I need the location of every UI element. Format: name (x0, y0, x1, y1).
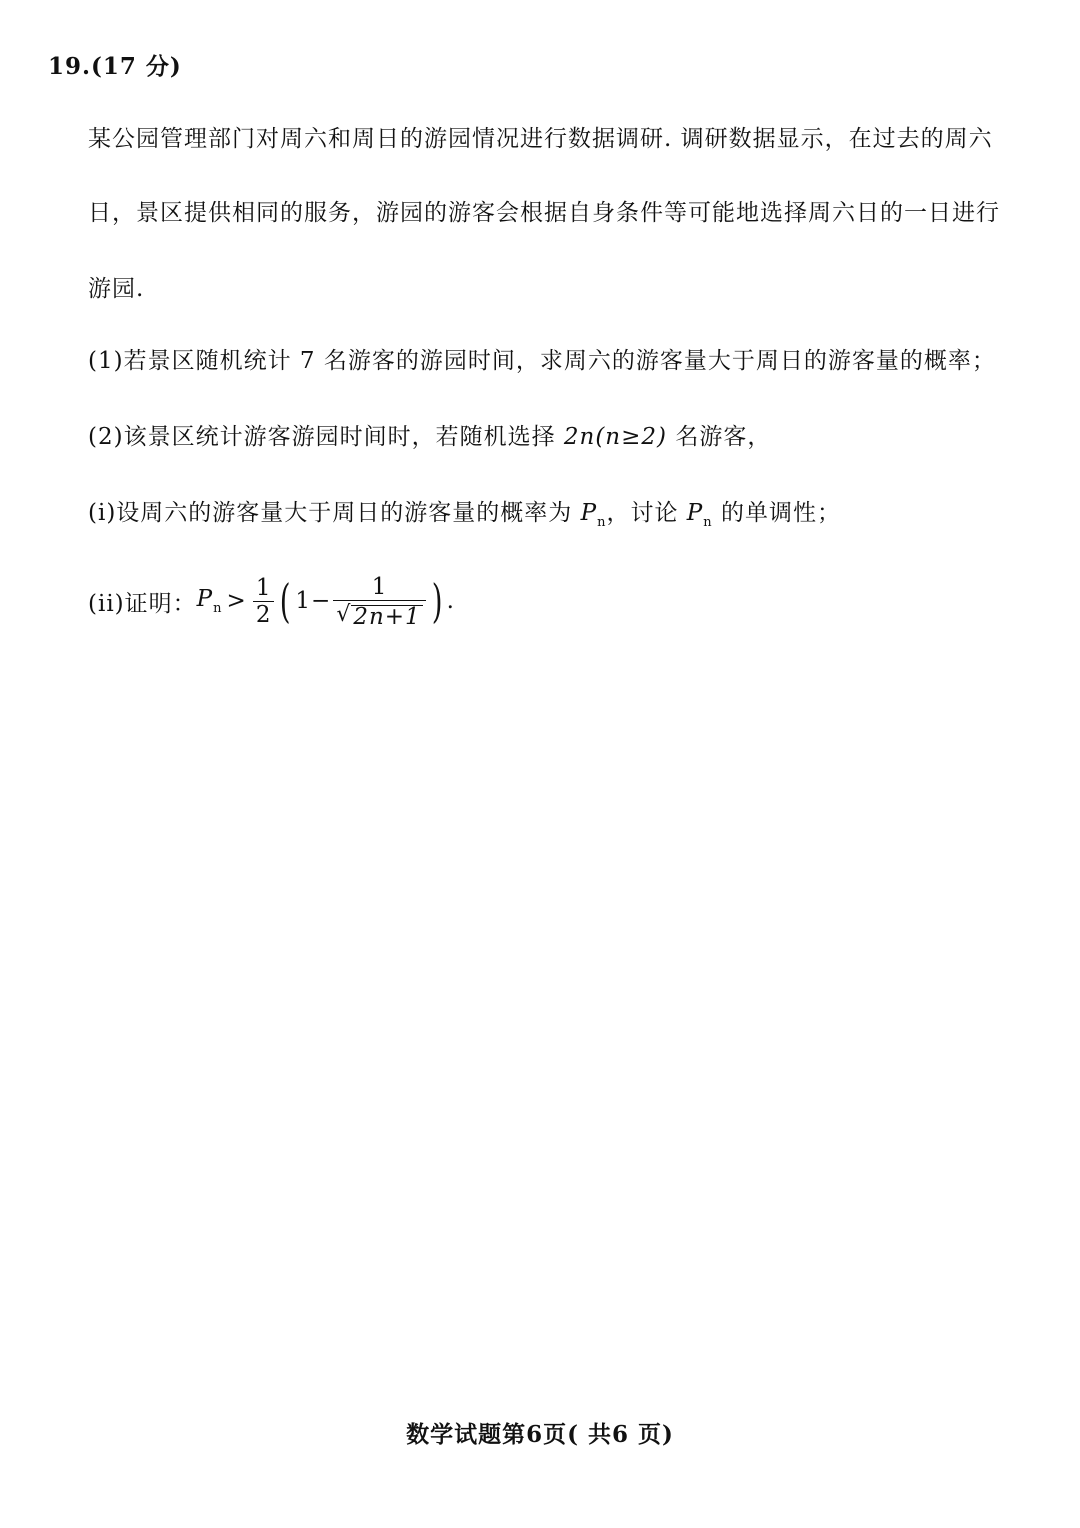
part-2-math: 2n(n≥2) (563, 424, 668, 450)
half-numerator: 1 (255, 574, 272, 601)
inequality-sign: > (226, 588, 247, 614)
part-2-i (88, 494, 841, 530)
square-root (336, 602, 422, 628)
inner-denominator (333, 600, 425, 628)
part-2 (88, 418, 771, 451)
radical-icon: √ (336, 602, 352, 627)
half-fraction (253, 575, 275, 628)
part-2-i-mid: ，讨论 (606, 500, 687, 526)
part-2-ii-prefix: (ii)证明： (88, 590, 197, 617)
p-n-symbol-2: $P_n$ (686, 500, 713, 530)
question-header (48, 48, 182, 81)
part-2-i-prefix: (i)设周六的游客量大于周日的游客量的概率为 (88, 500, 581, 526)
intro-line-1: 某公园管理部门对周六和周日的游园情况进行数据调研. 调研数据显示，在过去的周六 (88, 126, 993, 152)
right-paren: ) (431, 574, 443, 628)
inner-fraction (333, 574, 425, 628)
part-2-suffix: 名游客， (667, 424, 772, 450)
question-score: (17 分) (91, 53, 182, 80)
radicand: 2n+1 (353, 604, 421, 630)
left-paren: ( (280, 574, 292, 628)
p-n-symbol-3: $P_n$ (196, 586, 223, 616)
half-denominator: 2 (253, 601, 275, 628)
part-2-prefix: (2)该景区统计游客游园时间时，若随机选择 (88, 424, 564, 450)
part-2-ii (88, 566, 455, 636)
intro-line-2: 日，景区提供相同的服务，游园的游客会根据自身条件等可能地选择周六日的一日进行 (88, 200, 1000, 226)
page-footer: 数学试题第6页( 共6 页) (406, 1421, 674, 1448)
part-1: (1)若景区随机统计 7 名游客的游园时间，求周六的游客量大于周日的游客量的概率； (88, 348, 996, 374)
part-2-i-suffix: 的单调性； (712, 500, 841, 526)
question-number: 19. (48, 53, 92, 80)
intro-line-3: 游园. (88, 276, 145, 302)
p-n-symbol: $P_n$ (580, 500, 607, 530)
end-dot: . (446, 588, 455, 614)
inner-numerator: 1 (371, 574, 388, 600)
one-minus: 1− (295, 588, 332, 614)
